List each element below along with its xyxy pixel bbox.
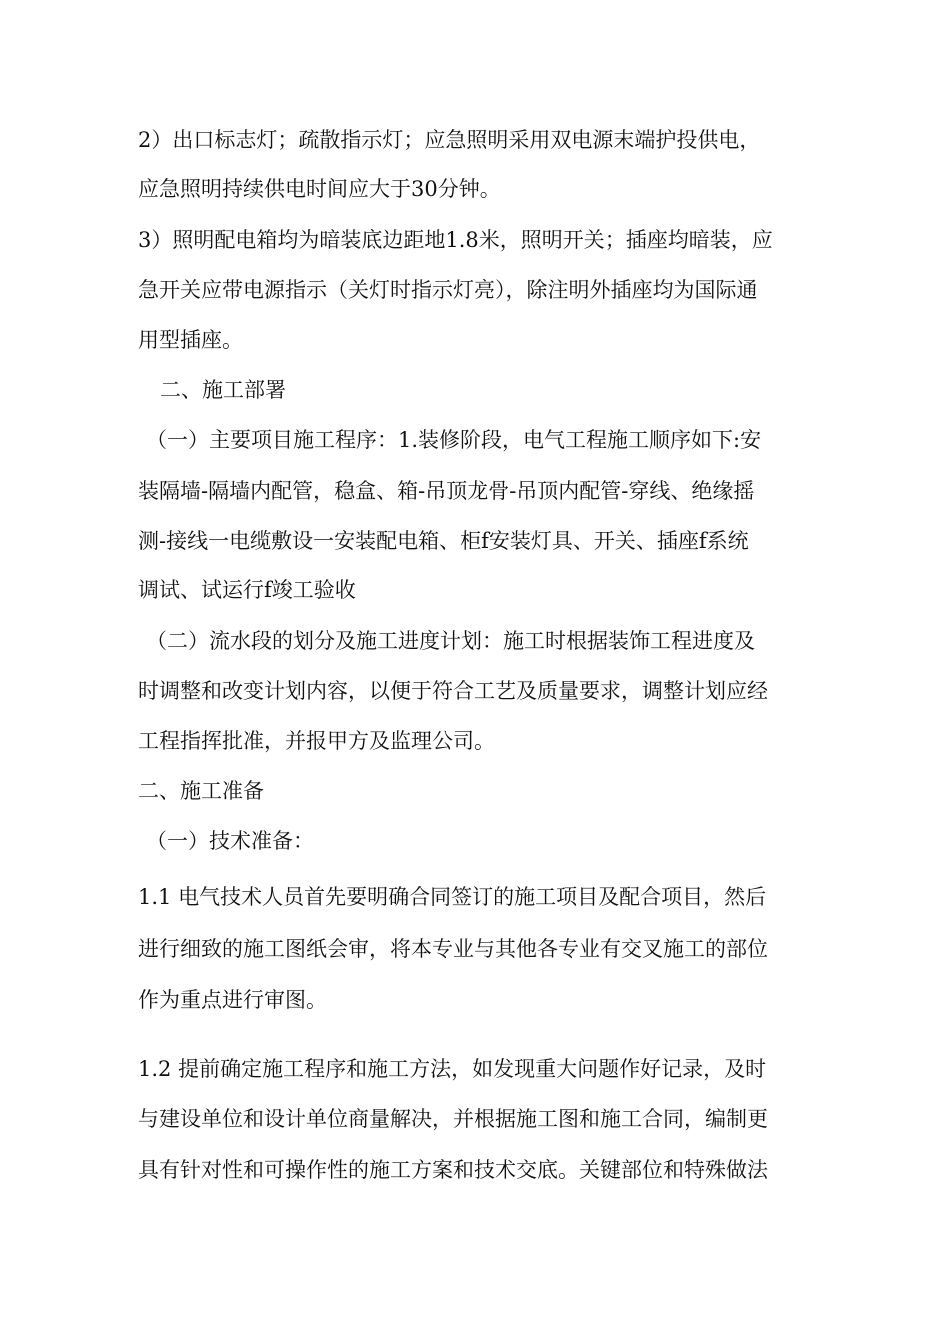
text-line: 测-接线一电缆敷设一安装配电箱、柜f安装灯具、开关、插座f系统 bbox=[138, 529, 749, 553]
text-line: 装隔墙-隔墙内配管，稳盒、箱-吊顶龙骨-吊顶内配管-穿线、绝缘摇 bbox=[138, 479, 755, 503]
text-line: （二）流水段的划分及施工进度计划：施工时根据装饰工程进度及 bbox=[146, 629, 755, 653]
text-line: 3）照明配电箱均为暗装底边距地1.8米，照明开关；插座均暗装，应 bbox=[138, 228, 773, 252]
text-line: 作为重点进行审图。 bbox=[138, 988, 327, 1012]
text-line: 用型插座。 bbox=[138, 328, 243, 352]
text-line: 急开关应带电源指示（关灯时指示灯亮），除注明外插座均为国际通 bbox=[138, 278, 758, 302]
subsection-heading: （一）技术准备： bbox=[146, 829, 314, 853]
text-line: 工程指挥批准，并报甲方及监理公司。 bbox=[138, 729, 495, 753]
section-heading: 二、施工准备 bbox=[138, 779, 264, 803]
text-line: （一）主要项目施工程序：1.装修阶段，电气工程施工顺序如下:安 bbox=[146, 428, 762, 452]
text-line: 与建设单位和设计单位商量解决，并根据施工图和施工合同，编制更 bbox=[138, 1107, 768, 1131]
text-line: 1.1 电气技术人员首先要明确合同签订的施工项目及配合项目，然后 bbox=[138, 885, 767, 909]
text-line: 1.2 提前确定施工程序和施工方法，如发现重大问题作好记录，及时 bbox=[138, 1057, 767, 1081]
text-line: 调试、试运行f竣工验收 bbox=[138, 578, 356, 602]
text-line: 进行细致的施工图纸会审，将本专业与其他各专业有交叉施工的部位 bbox=[138, 937, 768, 961]
text-line: 具有针对性和可操作性的施工方案和技术交底。关键部位和特殊做法 bbox=[138, 1158, 768, 1182]
text-line: 应急照明持续供电时间应大于30分钟。 bbox=[138, 177, 501, 201]
text-line: 时调整和改变计划内容，以便于符合工艺及质量要求，调整计划应经 bbox=[138, 679, 768, 703]
text-line: 2）出口标志灯；疏散指示灯；应急照明采用双电源末端护投供电， bbox=[138, 128, 761, 152]
section-heading: 二、施工部署 bbox=[160, 378, 286, 402]
